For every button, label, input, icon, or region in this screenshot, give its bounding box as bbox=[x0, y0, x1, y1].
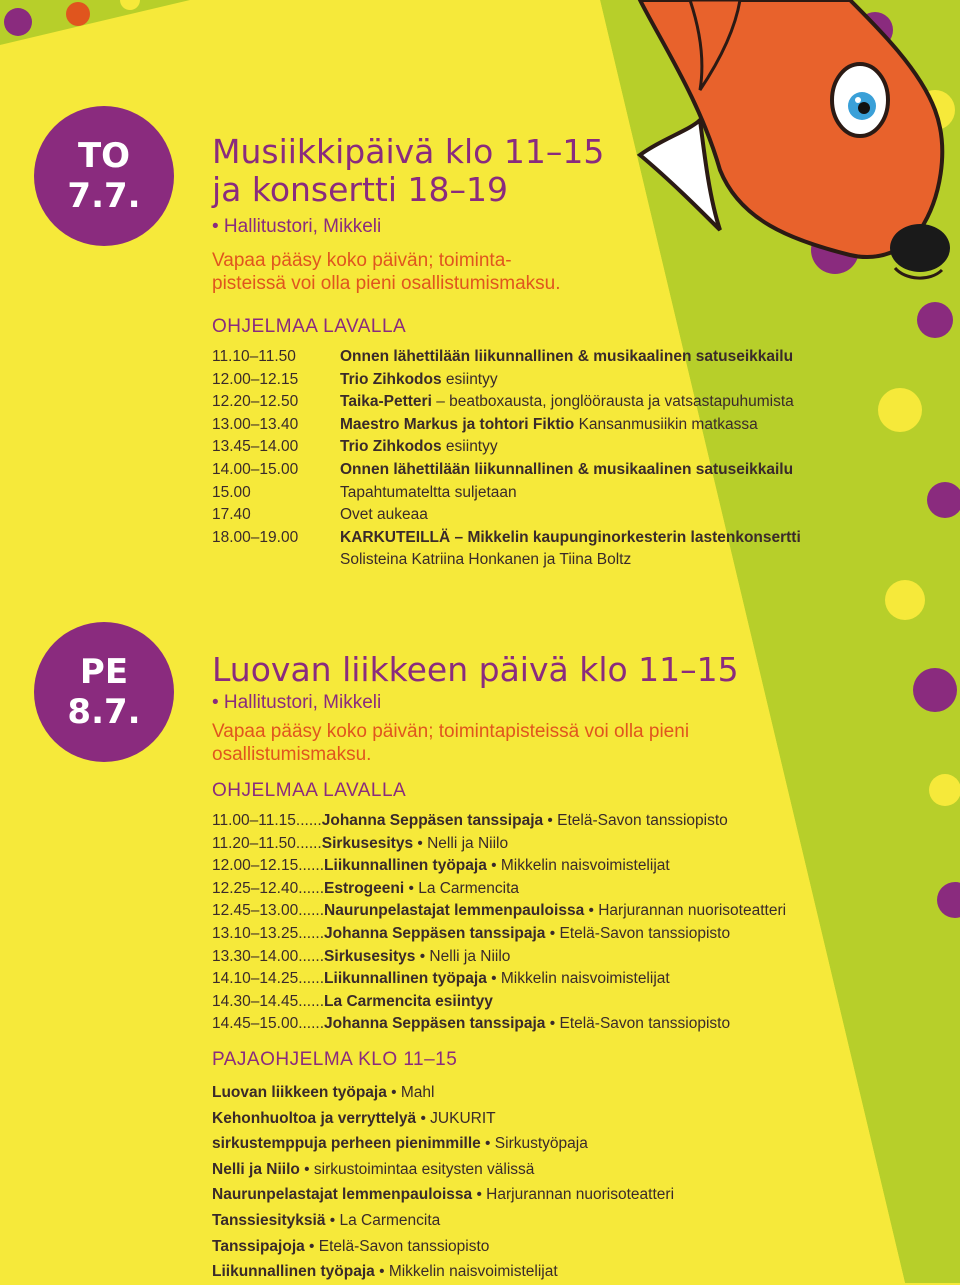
location: • Hallitustori, Mikkeli bbox=[212, 216, 382, 237]
program-desc-line bbox=[340, 504, 428, 527]
program-time: 14.45–15.00...... bbox=[212, 1015, 325, 1033]
program-subline: Solisteina Katriina Honkanen ja Tiina Boltz bbox=[340, 551, 632, 569]
program-detail: • La Carmencita bbox=[404, 879, 519, 897]
program-desc bbox=[340, 346, 793, 369]
program-row bbox=[212, 527, 801, 571]
workshop-heading: PAJAOHJELMA KLO 11–15 bbox=[212, 1049, 458, 1070]
admission-note bbox=[212, 249, 560, 295]
program-row bbox=[212, 369, 801, 392]
program-title: La Carmencita esiintyy bbox=[324, 992, 493, 1010]
program-detail: Kansanmusiikin matkassa bbox=[574, 415, 758, 433]
program-time: 13.30–14.00...... bbox=[212, 947, 325, 965]
program-desc bbox=[340, 436, 498, 459]
program-title: Trio Zihkodos bbox=[340, 438, 442, 456]
program-title: Johanna Seppäsen tanssipaja bbox=[324, 924, 546, 942]
location: • Hallitustori, Mikkeli bbox=[212, 692, 382, 713]
program-desc bbox=[340, 391, 794, 414]
program-detail: Tapahtumateltta suljetaan bbox=[340, 483, 517, 501]
workshop-detail: • Mikkelin naisvoimistelijat bbox=[374, 1263, 558, 1281]
workshop-title: Luovan liikkeen työpaja bbox=[212, 1084, 387, 1101]
program-detail: • Nelli ja Niilo bbox=[413, 834, 509, 852]
workshop-title: Liikunnallinen työpaja bbox=[212, 1263, 375, 1281]
day-abbr: PE bbox=[79, 652, 129, 692]
program-detail: • Etelä-Savon tanssiopisto bbox=[543, 812, 728, 829]
program-time: 15.00 bbox=[212, 483, 251, 501]
program-desc-line bbox=[340, 436, 498, 459]
workshop-detail: • sirkustoimintaa esitysten välissä bbox=[299, 1160, 535, 1178]
workshop-row bbox=[212, 1106, 674, 1132]
program-time: 11.20–11.50...... bbox=[212, 834, 322, 852]
program-title: Estrogeeni bbox=[324, 879, 405, 897]
workshop-row bbox=[212, 1157, 674, 1183]
workshop-title: Naurunpelastajat lemmenpauloissa bbox=[212, 1186, 473, 1204]
date-badge-friday bbox=[34, 622, 174, 762]
program-time: 12.20–12.50 bbox=[212, 393, 299, 411]
program-title: Taika-Petteri bbox=[340, 393, 432, 411]
program-detail: • Nelli ja Niilo bbox=[415, 947, 511, 965]
workshop-title: sirkustemppuja perheen pienimmille bbox=[212, 1135, 481, 1153]
program-time: 12.00–12.15 bbox=[212, 370, 299, 388]
program-title: Sirkusesitys bbox=[321, 834, 414, 852]
program-desc bbox=[340, 527, 801, 571]
program-time: 11.10–11.50 bbox=[212, 348, 296, 365]
program-detail: – beatboxausta, jonglöörausta ja vatsastapuhumista bbox=[431, 393, 794, 411]
note-line: pisteissä voi olla pieni osallistumismaksu. bbox=[212, 273, 561, 294]
program-row bbox=[212, 855, 786, 878]
program-desc-line bbox=[340, 346, 793, 369]
program-title: Maestro Markus ja tohtori Fiktio bbox=[340, 415, 575, 433]
program-time: 18.00–19.00 bbox=[212, 528, 299, 546]
program-time: 14.10–14.25...... bbox=[212, 970, 325, 988]
program-desc bbox=[340, 414, 758, 437]
program-detail: • Etelä-Savon tanssiopisto bbox=[545, 924, 731, 942]
program-time: 13.10–13.25...... bbox=[212, 924, 325, 942]
day-abbr: TO bbox=[77, 136, 131, 176]
program-title: Onnen lähettilään liikunnallinen & musikaalinen satuseikkailu bbox=[340, 348, 794, 365]
program-detail: esiintyy bbox=[441, 438, 498, 456]
program-desc bbox=[340, 459, 793, 482]
program-row bbox=[212, 923, 786, 946]
program-detail: esiintyy bbox=[441, 370, 498, 388]
program-desc-line bbox=[340, 459, 793, 482]
program-desc-line bbox=[340, 369, 498, 392]
note-line: osallistumismaksu. bbox=[212, 744, 372, 765]
program-detail: Ovet aukeaa bbox=[340, 506, 428, 524]
program-row bbox=[212, 391, 801, 414]
program-time: 14.00–15.00 bbox=[212, 460, 299, 478]
workshop-detail: • Sirkustyöpaja bbox=[480, 1135, 588, 1153]
event-title-1 bbox=[212, 133, 604, 209]
workshop-row bbox=[212, 1234, 674, 1260]
workshop-title: Nelli ja Niilo bbox=[212, 1160, 300, 1178]
workshop-detail: • Harjurannan nuorisoteatteri bbox=[472, 1186, 675, 1204]
program-time: 13.45–14.00 bbox=[212, 438, 299, 456]
note-line: Vapaa pääsy koko päivän; toiminta- bbox=[212, 250, 512, 271]
stage-program-1 bbox=[212, 346, 801, 571]
program-desc bbox=[340, 504, 428, 527]
stage-program-2 bbox=[212, 810, 786, 1036]
program-title: KARKUTEILLÄ – Mikkelin kaupunginorkesterin lastenkonsertti bbox=[340, 528, 801, 546]
workshop-list bbox=[212, 1080, 674, 1285]
workshop-title: Tanssiesityksiä bbox=[212, 1211, 326, 1229]
program-time: 17.40 bbox=[212, 506, 251, 524]
day-date: 8.7. bbox=[67, 692, 141, 732]
workshop-title: Kehonhuoltoa ja verryttelyä bbox=[212, 1109, 417, 1127]
program-row bbox=[212, 414, 801, 437]
program-row bbox=[212, 482, 801, 505]
section-heading: OHJELMAA LAVALLA bbox=[212, 780, 407, 801]
section-heading: OHJELMAA LAVALLA bbox=[212, 316, 407, 337]
workshop-row bbox=[212, 1131, 674, 1157]
program-row bbox=[212, 436, 801, 459]
workshop-row bbox=[212, 1182, 674, 1208]
workshop-row bbox=[212, 1208, 674, 1234]
workshop-detail: • La Carmencita bbox=[325, 1211, 441, 1229]
program-desc-line bbox=[340, 391, 794, 414]
workshop-detail: • JUKURIT bbox=[416, 1109, 496, 1127]
program-row bbox=[212, 946, 786, 969]
title-line: ja konsertti 18–19 bbox=[212, 170, 509, 209]
program-desc-line bbox=[340, 414, 758, 437]
program-time: 12.00–12.15...... bbox=[212, 857, 325, 875]
program-title: Naurunpelastajat lemmenpauloissa bbox=[324, 902, 585, 920]
program-row bbox=[212, 900, 786, 923]
workshop-title: Tanssipajoja bbox=[212, 1237, 305, 1255]
note-line: Vapaa pääsy koko päivän; toimintapisteissä voi olla pieni bbox=[212, 721, 690, 742]
program-title: Liikunnallinen työpaja bbox=[324, 857, 487, 875]
program-desc bbox=[340, 482, 517, 505]
program-time: 11.00–11.15...... bbox=[212, 812, 322, 829]
day-date: 7.7. bbox=[67, 176, 141, 216]
program-time: 12.45–13.00...... bbox=[212, 902, 325, 920]
admission-note bbox=[212, 720, 689, 766]
program-desc-line bbox=[340, 482, 517, 505]
workshop-row bbox=[212, 1259, 674, 1285]
program-detail: • Mikkelin naisvoimistelijat bbox=[486, 970, 670, 988]
program-time: 14.30–14.45...... bbox=[212, 992, 325, 1010]
event-title-2: Luovan liikkeen päivä klo 11–15 bbox=[212, 650, 739, 689]
program-row bbox=[212, 968, 786, 991]
date-badge-thursday bbox=[34, 106, 174, 246]
program-detail: • Etelä-Savon tanssiopisto bbox=[545, 1015, 731, 1033]
program-row bbox=[212, 833, 786, 856]
program-row bbox=[212, 459, 801, 482]
program-row bbox=[212, 346, 801, 369]
workshop-row bbox=[212, 1080, 674, 1106]
program-title: Sirkusesitys bbox=[324, 947, 416, 965]
program-row bbox=[212, 1013, 786, 1036]
program-title: Johanna Seppäsen tanssipaja bbox=[324, 1015, 546, 1033]
program-title: Liikunnallinen työpaja bbox=[324, 970, 487, 988]
program-row bbox=[212, 810, 786, 833]
program-desc bbox=[340, 369, 498, 392]
program-title: Johanna Seppäsen tanssipaja bbox=[321, 812, 544, 829]
workshop-detail: • Mahl bbox=[386, 1084, 435, 1101]
workshop-detail: • Etelä-Savon tanssiopisto bbox=[304, 1237, 490, 1255]
program-time: 13.00–13.40 bbox=[212, 415, 299, 433]
program-desc-line bbox=[340, 527, 801, 550]
program-time: 12.25–12.40...... bbox=[212, 879, 325, 897]
program-row bbox=[212, 504, 801, 527]
program-row bbox=[212, 991, 786, 1014]
program-detail: • Mikkelin naisvoimistelijat bbox=[486, 857, 670, 875]
program-title: Trio Zihkodos bbox=[340, 370, 442, 388]
title-line: Musiikkipäivä klo 11–15 bbox=[212, 132, 605, 171]
program-row bbox=[212, 878, 786, 901]
program-detail: • Harjurannan nuorisoteatteri bbox=[584, 902, 787, 920]
program-title: Onnen lähettilään liikunnallinen & musikaalinen satuseikkailu bbox=[340, 460, 794, 478]
